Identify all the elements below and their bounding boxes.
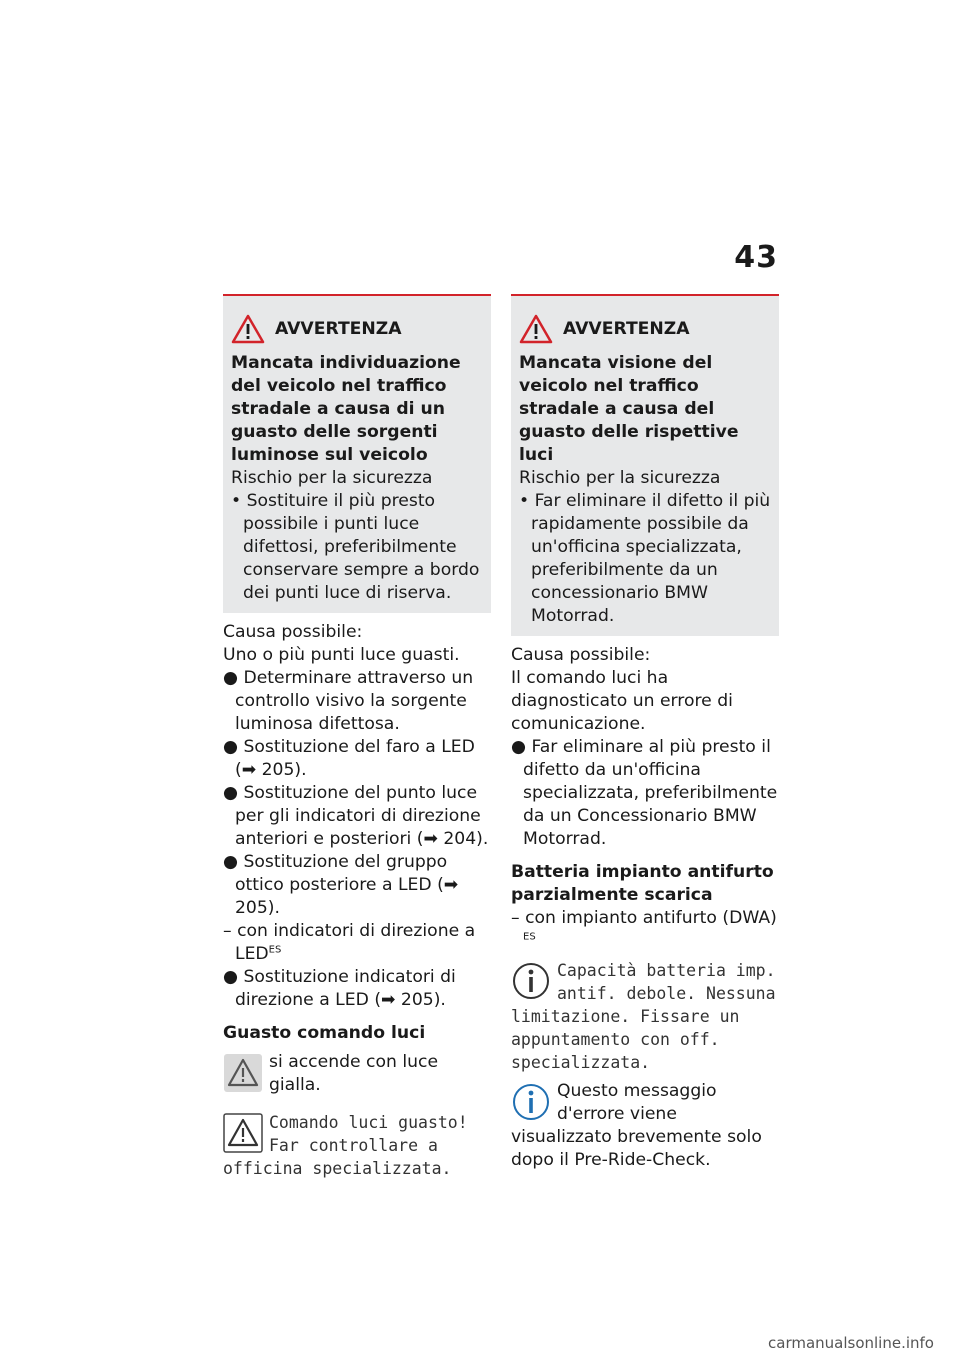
warning-box <box>511 294 779 636</box>
indicator-text: si accende con luce gialla. <box>269 1052 439 1095</box>
footer-watermark: carmanualsonline.info <box>768 1334 934 1352</box>
list-item: ● Sostituzione indicatori di direzione a LED (➡ 205). <box>223 967 456 1010</box>
warning-label: AVVERTENZA <box>563 318 690 339</box>
info-note-text: Questo messaggio d'errore viene visualizzato brevemente solo dopo il Pre-Ride-Check. <box>511 1081 762 1170</box>
right-column <box>511 294 779 1172</box>
indicator-row <box>223 1051 491 1097</box>
cause-text: Il comando luci ha diagnosticato un errore di comunicazione. <box>511 668 733 734</box>
list-item: ● Sostituzione del faro a LED (➡ 205). <box>223 737 475 780</box>
warning-header <box>231 314 483 344</box>
left-column <box>223 294 491 1180</box>
list-item: ● Sostituzione del punto luce per gli indicatori di direzione anteriori e posteriori (➡ 204). <box>223 783 489 849</box>
warning-triangle-icon <box>231 314 265 344</box>
list-item: ● Sostituzione del gruppo ottico posteriore a LED (➡ 205). <box>223 852 459 918</box>
warning-risk: Rischio per la sicurezza <box>519 468 721 488</box>
info-icon <box>511 1082 551 1122</box>
list-item: ● Determinare attraverso un controllo visivo la sorgente luminosa difettosa. <box>223 668 474 734</box>
cause-text: Uno o più punti luce guasti. <box>223 645 460 665</box>
warning-bullet: • Sostituire il più presto possibile i punti luce difettosi, preferibilmente conservare sempre a bordo dei punti luce di riserva. <box>231 491 480 603</box>
info-display-icon <box>511 961 551 1001</box>
cause-label: Causa possibile: <box>223 622 363 642</box>
warning-header <box>519 314 771 344</box>
page-number: 43 <box>734 240 778 275</box>
warning-light-icon <box>223 1053 263 1093</box>
dash-item: – con impianto antifurto (DWA) $^{ES}$ <box>511 908 777 943</box>
display-message-row <box>511 959 779 1074</box>
info-note-row <box>511 1080 779 1172</box>
warning-box <box>223 294 491 613</box>
dash-item: – con indicatori di direzione a $LED^{ES}$ <box>223 921 476 964</box>
warning-bullet: • Far eliminare il difetto il più rapidamente possibile da un'officina specializzata, preferibilmente da un concessionario BMW Motorrad. <box>519 491 771 626</box>
display-message: Comando luci guasto! Far controllare a officina specializzata. <box>223 1113 468 1178</box>
warning-title: Mancata individuazione del veicolo nel traffico stradale a causa di un guasto delle sorgenti luminose sul veicolo <box>231 353 461 465</box>
section-title: Batteria impianto antifurto parzialmente scarica <box>511 862 774 905</box>
list-item: ● Far eliminare al più presto il difetto da un'officina specializzata, preferibilmente da un Concessionario BMW Motorrad. <box>511 737 778 849</box>
warning-risk: Rischio per la sicurezza <box>231 468 433 488</box>
warning-title: Mancata visione del veicolo nel traffico stradale a causa del guasto delle rispettive luci <box>519 353 739 465</box>
warning-label: AVVERTENZA <box>275 318 402 339</box>
display-message: Capacità batteria imp. antif. debole. Nessuna limitazione. Fissare un appuntamento con off. specializzata. <box>511 961 776 1072</box>
section-title: Guasto comando luci <box>223 1023 426 1043</box>
cause-label: Causa possibile: <box>511 645 651 665</box>
display-message-row <box>223 1111 491 1180</box>
warning-triangle-icon <box>519 314 553 344</box>
warning-display-icon <box>223 1113 263 1153</box>
